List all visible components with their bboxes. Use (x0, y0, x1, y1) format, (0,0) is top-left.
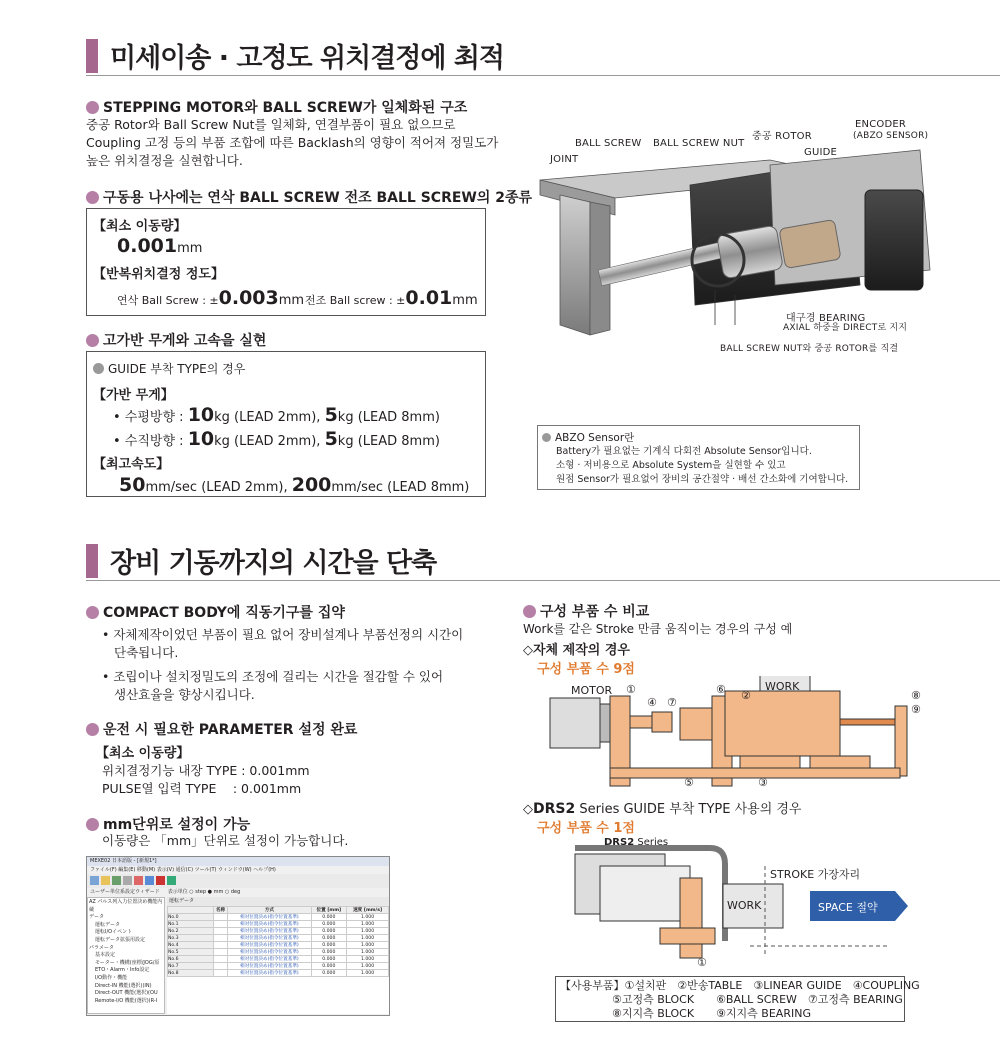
part-num-3: ③ (758, 776, 768, 789)
software-tab[interactable]: 運転データ (167, 897, 389, 906)
table-cell[interactable]: 相対位置決め(指令位置基準) (228, 942, 311, 949)
load-box (86, 351, 486, 497)
self-made-count: 구성 부품 수 9점 (537, 662, 635, 677)
part-num-4: ④ (647, 696, 657, 709)
row-name-cell[interactable] (214, 970, 228, 977)
table-cell[interactable]: 相対位置決め(指令位置基準) (228, 949, 311, 956)
drs-part-num-1: ① (697, 956, 707, 969)
software-wizard-bar: ユーザー単位系設定ウィザード 表示単位 ○ step ● mm ○ deg (90, 889, 241, 895)
table-row[interactable] (168, 956, 389, 963)
table-cell[interactable]: 0.000 (311, 928, 347, 935)
table-cell[interactable]: 相対位置決め(指令位置基準) (228, 935, 311, 942)
part-num-5: ⑤ (684, 776, 694, 789)
table-cell[interactable]: 0.000 (311, 942, 347, 949)
label-joint: JOINT (550, 154, 579, 165)
table-row[interactable] (168, 963, 389, 970)
stroke-label: STROKE 가장자리 (770, 868, 861, 881)
min-move-label: 【최소 이동량】 (93, 219, 187, 234)
abzo-title: ABZO Sensor란 (542, 430, 634, 445)
drs-count: 구성 부품 수 1점 (537, 821, 635, 836)
heading-parts: 구성 부품 수 비교 (523, 601, 649, 621)
table-cell[interactable]: 0.000 (311, 935, 347, 942)
guide-type: GUIDE 부착 TYPE의 경우 (93, 360, 245, 377)
load-label: 【가반 무게】 (93, 388, 174, 403)
pulse-type: PULSE열 입력 TYPE : 0.001mm (102, 781, 302, 796)
parts-sub: Work를 같은 Stroke 만큼 움직이는 경우의 구성 예 (523, 622, 793, 636)
table-row[interactable] (168, 949, 389, 956)
label-rotor: 중공 ROTOR (752, 131, 812, 142)
table-cell[interactable]: 0.000 (311, 963, 347, 970)
row-number: No.8 (168, 970, 214, 977)
part-num-9: ⑨ (911, 703, 921, 716)
row-name-cell[interactable] (214, 956, 228, 963)
row-name-cell[interactable] (214, 935, 228, 942)
vertical-load: • 수직방향 : 10kg (LEAD 2mm), 5kg (LEAD 8mm) (113, 428, 440, 450)
part-num-6: ⑥ (716, 683, 726, 696)
heading-load-speed: 고가반 무게와 고속을 실현 (86, 330, 266, 350)
section2-divider (86, 580, 1000, 581)
section1-divider (86, 75, 1000, 76)
table-row[interactable] (168, 970, 389, 977)
min-move-label-2: 【최소 이동량】 (96, 746, 190, 761)
section2-title: 장비 기동까지의 시간을 단축 (86, 541, 436, 580)
structure-desc: 중공 Rotor와 Ball Screw Nut를 일체화, 연결부품이 필요 없으므로 Coupling 고정 등의 부품 조합에 따른 Backlash의 영향이 적어져 정밀도가 높은 위치결정을 실현합니다. (86, 117, 499, 168)
speed-values: 50mm/sec (LEAD 2mm), 200mm/sec (LEAD 8mm) (119, 474, 470, 496)
drs-series-label: DRS2 Series (604, 837, 669, 848)
rolled-value: 전조 Ball screw : ±0.01mm (305, 287, 478, 309)
table-cell[interactable]: 1.000 (347, 956, 389, 963)
motor-label: MOTOR (571, 684, 613, 697)
work-label-2: WORK (727, 899, 762, 912)
part-num-1: ① (626, 683, 636, 696)
label-bearing-desc: AXIAL 하중을 DIRECT로 지지 (783, 323, 908, 333)
positioning-type: 위치결정기능 내장 TYPE : 0.001mm (102, 763, 310, 778)
table-cell[interactable]: 相対位置決め(指令位置基準) (228, 970, 311, 977)
row-name-cell[interactable] (214, 963, 228, 970)
table-cell[interactable]: 0.000 (311, 956, 347, 963)
row-number: No.3 (168, 935, 214, 942)
table-row[interactable] (168, 942, 389, 949)
label-bearing: 대구경 BEARING (786, 313, 866, 324)
row-name-cell[interactable] (214, 942, 228, 949)
row-number: No.4 (168, 942, 214, 949)
software-grid[interactable]: 運転データ 名称 方式 位置 [mm] 速度 [mm/s] No.0 相対位置決め(指令位置基準) 0.000 1.000 No.1 相対位置決め(指令位置基準) 0.000 1.000 No.2 相対位置決め(指令位置基準) 0.000 1.000 No.3 相対位置決め(指令位置基準) 0.000 1.000 No.4 相対位置決め(指令位置基準) 0.000 1.000 No.5 相対位置決め(指令位置基準) 0.000 1.000 No.6 相対位置決め(指令位置基準) 0.000 1.000 No.7 相対位置決め(指令位置基準) 0.000 1.000 No.8 相対位置決め(指令位置基準) 0.000 1.000 (167, 897, 389, 1014)
table-cell[interactable]: 1.000 (347, 928, 389, 935)
space-saving-label: SPACE 절약 (818, 901, 878, 914)
label-direct: BALL SCREW NUT와 중공 ROTOR를 직결 (720, 344, 899, 354)
min-move-value: 0.001mm (117, 235, 203, 257)
table-row[interactable] (168, 935, 389, 942)
abzo-box (537, 425, 860, 490)
table-row[interactable] (168, 928, 389, 935)
ground-value: 연삭 Ball Screw : ±0.003mm (117, 287, 305, 309)
mm-unit-desc: 이동량은 「mm」단위로 설정이 가능합니다. (102, 833, 349, 848)
heading-mm-unit: mm단위로 설정이 가능 (86, 814, 250, 834)
label-encoder: ENCODER (855, 119, 907, 130)
software-window (86, 856, 390, 1016)
heading-compact: COMPACT BODY에 직동기구를 집약 (86, 602, 345, 622)
abzo-desc: Battery가 필요없는 기계식 다회전 Absolute Sensor입니다. 소형 · 저비용으로 Absolute System을 실현할 수 있고 원점 Sensor가 필요없어 장비의 공간절약 · 배선 간소화에 기여합니다. (556, 446, 849, 485)
heading-screw-types: 구동용 나사에는 연삭 BALL SCREW 전조 BALL SCREW의 2종류 (86, 187, 532, 207)
label-guide: GUIDE (804, 147, 838, 158)
software-title: MEXE02 日本語版 - [新規1*] (87, 857, 389, 866)
table-row[interactable] (168, 921, 389, 928)
table-cell[interactable]: 相対位置決め(指令位置基準) (228, 921, 311, 928)
table-cell[interactable]: 0.000 (311, 921, 347, 928)
software-toolbar[interactable] (87, 874, 389, 888)
table-cell[interactable]: 1.000 (347, 942, 389, 949)
row-name-cell[interactable] (214, 914, 228, 921)
table-cell[interactable]: 相対位置決め(指令位置基準) (228, 914, 311, 921)
part-num-8: ⑧ (911, 689, 921, 702)
table-cell[interactable]: 1.000 (347, 970, 389, 977)
row-name-cell[interactable] (214, 949, 228, 956)
table-cell[interactable]: 0.000 (311, 914, 347, 921)
work-label-1: WORK (765, 680, 800, 693)
drs-heading: ◇DRS2 Series GUIDE 부착 TYPE 사용의 경우 (523, 801, 802, 817)
heading-parameter: 운전 시 필요한 PARAMETER 설정 완료 (86, 719, 357, 739)
repeat-label: 【반복위치결정 정도】 (93, 267, 224, 282)
software-tree[interactable]: AZ パルス列入力位置決め機能内蔵 データ 運転データ 運転I/Oイベント 運転データ拡張用設定 パラメータ 基本設定 モーター・機構(座標/JOG/原 ETO・Alarm・Info設定 I/O動作・機能 Direct-IN 機能(選択)(IN) Direct-OUT 機能(選択)(OU Remote-I/O 機能(選択)(R-I (87, 897, 165, 1014)
table-cell[interactable]: 1.000 (347, 935, 389, 942)
table-cell[interactable]: 0.000 (311, 970, 347, 977)
parts-legend: 【사용부품】①설치판 ②반송TABLE ③LINEAR GUIDE ④COUPLING ⑤고정측 BLOCK ⑥BALL SCREW ⑦고정측 BEARING ⑧지지측 BLOCK ⑨지지측 BEARING (555, 976, 905, 1022)
heading-structure: STEPPING MOTOR와 BALL SCREW가 일체화된 구조 (86, 97, 467, 117)
row-name-cell[interactable] (214, 928, 228, 935)
label-abzo: (ABZO SENSOR) (853, 131, 929, 141)
part-num-7: ⑦ (667, 696, 677, 709)
table-cell[interactable]: 1.000 (347, 963, 389, 970)
label-ball-screw: BALL SCREW (575, 138, 642, 149)
horizontal-load: • 수평방향 : 10kg (LEAD 2mm), 5kg (LEAD 8mm) (113, 404, 440, 426)
compact-bullet-1: • 자체제작이었던 부품이 필요 없어 장비설계나 부품선정의 시간이 단축됩니다. (102, 627, 464, 660)
table-cell[interactable]: 相対位置決め(指令位置基準) (228, 963, 311, 970)
speed-label: 【최고속도】 (93, 457, 170, 472)
table-cell[interactable]: 相対位置決め(指令位置基準) (228, 956, 311, 963)
table-row[interactable] (168, 914, 389, 921)
row-number: No.6 (168, 956, 214, 963)
table-cell[interactable]: 0.000 (311, 949, 347, 956)
part-num-2: ② (741, 689, 751, 702)
table-cell[interactable]: 1.000 (347, 921, 389, 928)
compact-bullet-2: • 조립이나 설치정밀도의 조정에 걸리는 시간을 절감할 수 있어 생산효율을 향상시킵니다. (102, 669, 444, 702)
row-number: No.5 (168, 949, 214, 956)
label-ball-screw-nut: BALL SCREW NUT (653, 138, 745, 149)
row-number: No.0 (168, 914, 214, 921)
row-name-cell[interactable] (214, 921, 228, 928)
precision-box (86, 208, 486, 316)
table-cell[interactable]: 1.000 (347, 949, 389, 956)
row-number: No.7 (168, 963, 214, 970)
section1-title: 미세이송 · 고정도 위치결정에 최적 (86, 36, 504, 75)
row-number: No.2 (168, 928, 214, 935)
table-cell[interactable]: 相対位置決め(指令位置基準) (228, 928, 311, 935)
self-made-heading: ◇자체 제작의 경우 (523, 643, 630, 658)
table-cell[interactable]: 1.000 (347, 914, 389, 921)
row-number: No.1 (168, 921, 214, 928)
software-menu[interactable]: ファイル(F) 編集(E) 移動(M) 表示(V) 通信(C) ツール(T) ウィンドウ(W) ヘルプ(H) (90, 867, 276, 873)
